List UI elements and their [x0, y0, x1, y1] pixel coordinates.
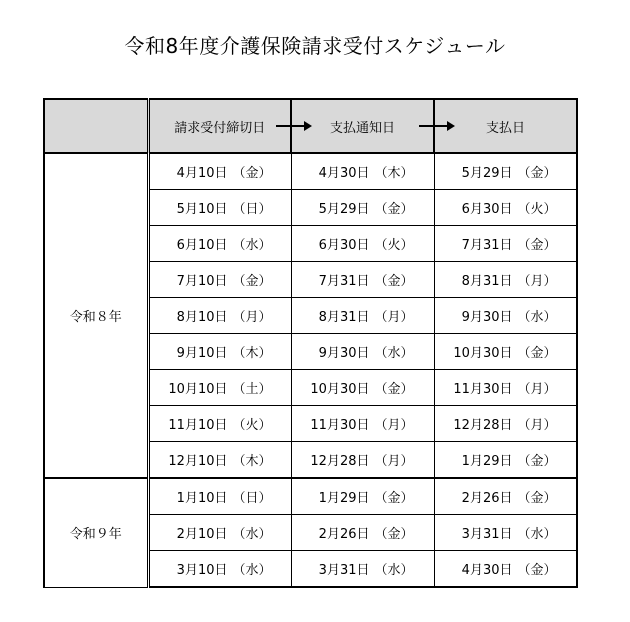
deadline-date: 11月10日 [168, 418, 228, 433]
payment-cell [434, 262, 577, 298]
header-notice-label: 支払通知日 [329, 120, 395, 136]
deadline-cell [148, 298, 291, 334]
notice-date: 6月30日 [318, 238, 370, 253]
payment-weekday: （月） [517, 418, 557, 433]
notice-cell [291, 153, 434, 190]
payment-cell [434, 442, 577, 479]
notice-weekday: （月） [374, 310, 414, 325]
notice-cell [291, 442, 434, 479]
notice-weekday: （金） [374, 274, 414, 289]
notice-date: 8月31日 [318, 310, 370, 325]
deadline-weekday: （水） [232, 238, 272, 253]
payment-weekday: （金） [517, 346, 557, 361]
deadline-weekday: （日） [232, 202, 272, 217]
notice-weekday: （月） [374, 418, 414, 433]
notice-weekday: （火） [374, 238, 414, 253]
deadline-weekday: （日） [232, 491, 272, 506]
notice-cell [291, 262, 434, 298]
deadline-cell [148, 153, 291, 190]
deadline-weekday: （土） [232, 382, 272, 397]
notice-date: 9月30日 [318, 346, 370, 361]
notice-date: 11月30日 [310, 418, 370, 433]
payment-weekday: （水） [517, 527, 557, 542]
deadline-cell [148, 334, 291, 370]
payment-date: 11月30日 [453, 382, 513, 397]
payment-cell [434, 370, 577, 406]
header-row [44, 99, 577, 153]
notice-date: 3月31日 [318, 563, 370, 578]
notice-weekday: （金） [374, 382, 414, 397]
deadline-date: 2月10日 [176, 527, 228, 542]
schedule-body [44, 153, 577, 587]
payment-weekday: （金） [517, 166, 557, 181]
payment-date: 1月29日 [461, 454, 513, 469]
page-title: 令和8年度介護保険請求受付スケジュール [124, 34, 506, 58]
notice-weekday: （月） [374, 454, 414, 469]
deadline-date: 4月10日 [176, 166, 228, 181]
deadline-cell [148, 190, 291, 226]
notice-weekday: （水） [374, 563, 414, 578]
payment-date: 10月30日 [453, 346, 513, 361]
notice-cell [291, 370, 434, 406]
payment-cell [434, 190, 577, 226]
payment-weekday: （金） [517, 491, 557, 506]
notice-weekday: （水） [374, 346, 414, 361]
payment-date: 5月29日 [461, 166, 513, 181]
table-row [44, 153, 577, 190]
deadline-weekday: （木） [232, 454, 272, 469]
header-deadline [148, 99, 291, 153]
schedule-table [43, 98, 578, 588]
deadline-weekday: （金） [232, 166, 272, 181]
notice-date: 5月29日 [318, 202, 370, 217]
payment-cell [434, 551, 577, 588]
deadline-cell [148, 406, 291, 442]
deadline-cell [148, 478, 291, 515]
notice-date: 2月26日 [318, 527, 370, 542]
header-notice [291, 99, 434, 153]
payment-date: 12月28日 [453, 418, 513, 433]
payment-date: 9月30日 [461, 310, 513, 325]
notice-weekday: （金） [374, 491, 414, 506]
notice-cell [291, 190, 434, 226]
deadline-date: 7月10日 [176, 274, 228, 289]
payment-cell [434, 406, 577, 442]
notice-cell [291, 515, 434, 551]
payment-weekday: （金） [517, 238, 557, 253]
payment-date: 7月31日 [461, 238, 513, 253]
deadline-cell [148, 262, 291, 298]
header-payment [434, 99, 577, 153]
deadline-date: 5月10日 [176, 202, 228, 217]
notice-weekday: （金） [374, 202, 414, 217]
payment-cell [434, 153, 577, 190]
header-deadline-label: 請求受付締切日 [174, 120, 266, 136]
deadline-date: 8月10日 [176, 310, 228, 325]
header-corner [44, 99, 148, 153]
deadline-weekday: （月） [232, 310, 272, 325]
deadline-weekday: （水） [232, 527, 272, 542]
year-label: 令和９年 [44, 478, 148, 587]
notice-date: 10月30日 [310, 382, 370, 397]
deadline-weekday: （火） [232, 418, 272, 433]
deadline-cell [148, 370, 291, 406]
notice-cell [291, 298, 434, 334]
payment-weekday: （月） [517, 382, 557, 397]
deadline-date: 1月10日 [176, 491, 228, 506]
payment-cell [434, 226, 577, 262]
payment-weekday: （水） [517, 310, 557, 325]
payment-date: 2月26日 [461, 491, 513, 506]
payment-cell [434, 515, 577, 551]
notice-cell [291, 478, 434, 515]
deadline-weekday: （木） [232, 346, 272, 361]
deadline-weekday: （水） [232, 563, 272, 578]
notice-date: 7月31日 [318, 274, 370, 289]
notice-cell [291, 226, 434, 262]
payment-date: 3月31日 [461, 527, 513, 542]
payment-cell [434, 478, 577, 515]
deadline-date: 10月10日 [168, 382, 228, 397]
deadline-cell [148, 515, 291, 551]
payment-weekday: （火） [517, 202, 557, 217]
notice-cell [291, 406, 434, 442]
notice-weekday: （金） [374, 527, 414, 542]
deadline-cell [148, 226, 291, 262]
table-row [44, 478, 577, 515]
deadline-date: 6月10日 [176, 238, 228, 253]
header-payment-label: 支払日 [485, 120, 525, 136]
deadline-date: 3月10日 [176, 563, 228, 578]
payment-date: 8月31日 [461, 274, 513, 289]
payment-date: 4月30日 [461, 563, 513, 578]
deadline-date: 9月10日 [176, 346, 228, 361]
notice-date: 12月28日 [310, 454, 370, 469]
notice-date: 1月29日 [318, 491, 370, 506]
deadline-cell [148, 442, 291, 479]
deadline-cell [148, 551, 291, 588]
payment-cell [434, 298, 577, 334]
payment-weekday: （金） [517, 563, 557, 578]
deadline-date: 12月10日 [168, 454, 228, 469]
deadline-weekday: （金） [232, 274, 272, 289]
payment-date: 6月30日 [461, 202, 513, 217]
notice-cell [291, 334, 434, 370]
payment-weekday: （金） [517, 454, 557, 469]
notice-weekday: （木） [374, 166, 414, 181]
payment-weekday: （月） [517, 274, 557, 289]
notice-date: 4月30日 [318, 166, 370, 181]
payment-cell [434, 334, 577, 370]
notice-cell [291, 551, 434, 588]
year-label: 令和８年 [44, 153, 148, 478]
